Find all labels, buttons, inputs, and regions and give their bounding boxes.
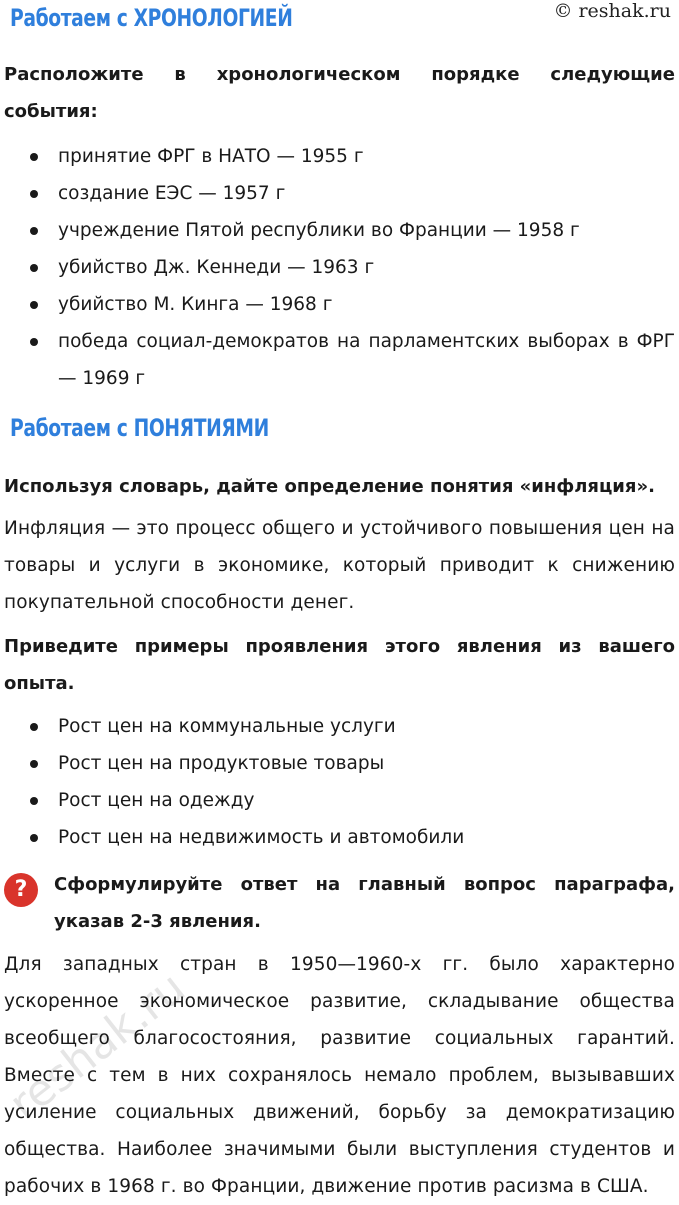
list-item: Рост цен на коммунальные услуги <box>0 708 675 745</box>
list-item: убийство Дж. Кеннеди — 1963 г <box>0 249 675 286</box>
list-item: убийство М. Кинга — 1968 г <box>0 286 675 323</box>
list-item: Рост цен на одежду <box>0 782 675 819</box>
bullet-icon <box>30 301 38 309</box>
list-item: победа социал-демократов на парламентских выборах в ФРГ — 1969 г <box>0 323 675 397</box>
list-item: принятие ФРГ в НАТО — 1955 г <box>0 138 675 175</box>
examples-question: Приведите примеры проявления этого явления из вашего опыта. <box>4 636 675 694</box>
chronology-question: Расположите в хронологическом порядке следующие события: <box>4 64 675 122</box>
bullet-icon <box>30 264 38 272</box>
bullet-icon <box>30 338 38 346</box>
examples-list <box>0 708 675 856</box>
list-item: создание ЕЭС — 1957 г <box>0 175 675 212</box>
site-watermark: © reshak.ru <box>553 0 671 22</box>
bullet-icon <box>30 190 38 198</box>
chronology-heading: Работаем с ХРОНОЛОГИЕЙ <box>10 4 293 32</box>
main-question: Сформулируйте ответ на главный вопрос параграфа, указав 2-3 явления. <box>54 874 675 932</box>
main-answer: Для западных стран в 1950—1960-х гг. было характерно ускоренное экономическое развитие, складывание общества всеобщего благосостояния, развитие социальных гарантий. Вместе с тем в них сохранялось немало проблем, вызывавших усиление социальных движений, борьбу за демократизацию общества. Наиболее значимыми были выступления студентов и рабочих в 1968 г. во Франции, движение против расизма в США. <box>4 954 675 1197</box>
concepts-heading: Работаем с ПОНЯТИЯМИ <box>10 414 269 442</box>
definition-answer: Инфляция — это процесс общего и устойчивого повышения цен на товары и услуги в экономике, который приводит к снижению покупательной способности денег. <box>4 518 675 613</box>
bullet-icon <box>30 723 38 731</box>
bullet-icon <box>30 153 38 161</box>
bullet-icon <box>30 797 38 805</box>
background-watermark: reshak.ru <box>0 962 195 1131</box>
list-item: Рост цен на недвижимость и автомобили <box>0 819 675 856</box>
question-icon: ? <box>4 873 38 907</box>
chronology-list <box>0 138 675 397</box>
list-item: учреждение Пятой республики во Франции — 1958 г <box>0 212 675 249</box>
bullet-icon <box>30 227 38 235</box>
bullet-icon <box>30 834 38 842</box>
definition-question: Используя словарь, дайте определение понятия «инфляция». <box>4 476 655 497</box>
list-item: Рост цен на продуктовые товары <box>0 745 675 782</box>
bullet-icon <box>30 760 38 768</box>
